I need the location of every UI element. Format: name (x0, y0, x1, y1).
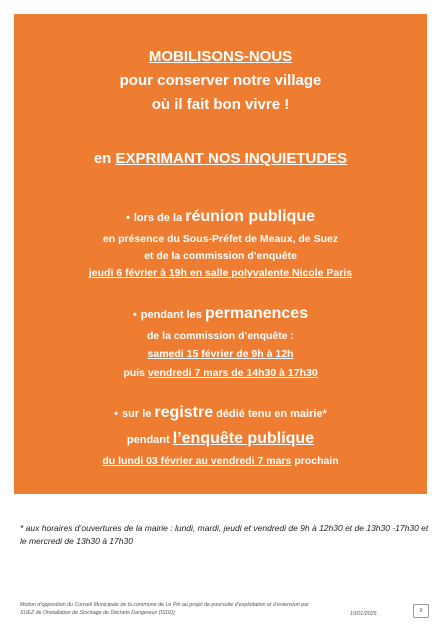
item3-line-3 (14, 454, 427, 469)
headline-title: MOBILISONS-NOUS (148, 48, 293, 65)
item1-prefix: lors de la (133, 212, 186, 224)
item3-line-2 (14, 428, 427, 451)
item-permanences (14, 303, 427, 326)
item3-line3-suffix: prochain (291, 455, 339, 467)
item3-prefix: sur le (122, 408, 155, 420)
footer-date: 10/01/2025 (350, 611, 377, 617)
bullet-icon: • (114, 408, 119, 420)
item2-line-2: de la commission d’enquête : (146, 330, 295, 342)
orange-flyer-panel (14, 14, 427, 494)
subheadline-emphasis: EXPRIMANT NOS INQUIETUDES (115, 150, 348, 167)
item1-line-2: en présence du Sous-Préfet de Meaux, de Suez (102, 233, 339, 245)
item1-keyword: réunion publique (185, 208, 315, 225)
item3-line2-prefix: pendant (126, 434, 173, 446)
item1-date-location: jeudi 6 février à 19h en salle polyvalente Nicole Paris (88, 267, 353, 279)
item2-date-2: vendredi 7 mars de 14h30 à 17h30 (147, 367, 318, 379)
item2-line-4 (14, 366, 427, 381)
item3-dates: du lundi 03 février au vendredi 7 mars (102, 455, 292, 467)
item3-keyword: registre (154, 404, 214, 421)
bullet-icon: • (126, 212, 130, 224)
bullet-icon: • (132, 309, 137, 321)
headline-line-3: où il fait bon vivre ! (151, 96, 290, 113)
item2-prefix: pendant les (140, 309, 205, 321)
subheadline (14, 148, 427, 170)
headline-line-2: pour conserver notre village (119, 72, 322, 89)
footnote-opening-hours: * aux horaires d’ouvertures de la mairie : lundi, mardi, jeudi et vendredi de 9h à 12h30 et de 13h30 -17h30 et le mercredi de 13h30 à 17h30 (20, 523, 429, 546)
item3-line2-keyword: l’enquête publique (172, 430, 315, 447)
item2-line4-prefix: puis (123, 367, 148, 379)
item3-suffix: dédié tenu en mairie* (213, 408, 327, 420)
item2-keyword: permanences (204, 305, 309, 322)
item2-date-1: samedi 15 février de 9h à 12h (147, 348, 294, 360)
item-registre (14, 402, 427, 425)
item-reunion-publique (14, 206, 427, 229)
item1-line-3: et de la commission d’enquête (144, 250, 297, 262)
footer-caption: Motion d’opposition du Conseil Municipale de la commune de Le Pin au projet de poursuite d’exploitation et d’extension par SUEZ de l’Installation de Stockage de Déchets Dangereux (ISDD) (20, 602, 309, 616)
page-number: 9 (413, 604, 429, 618)
subheadline-prefix: en (93, 150, 116, 167)
